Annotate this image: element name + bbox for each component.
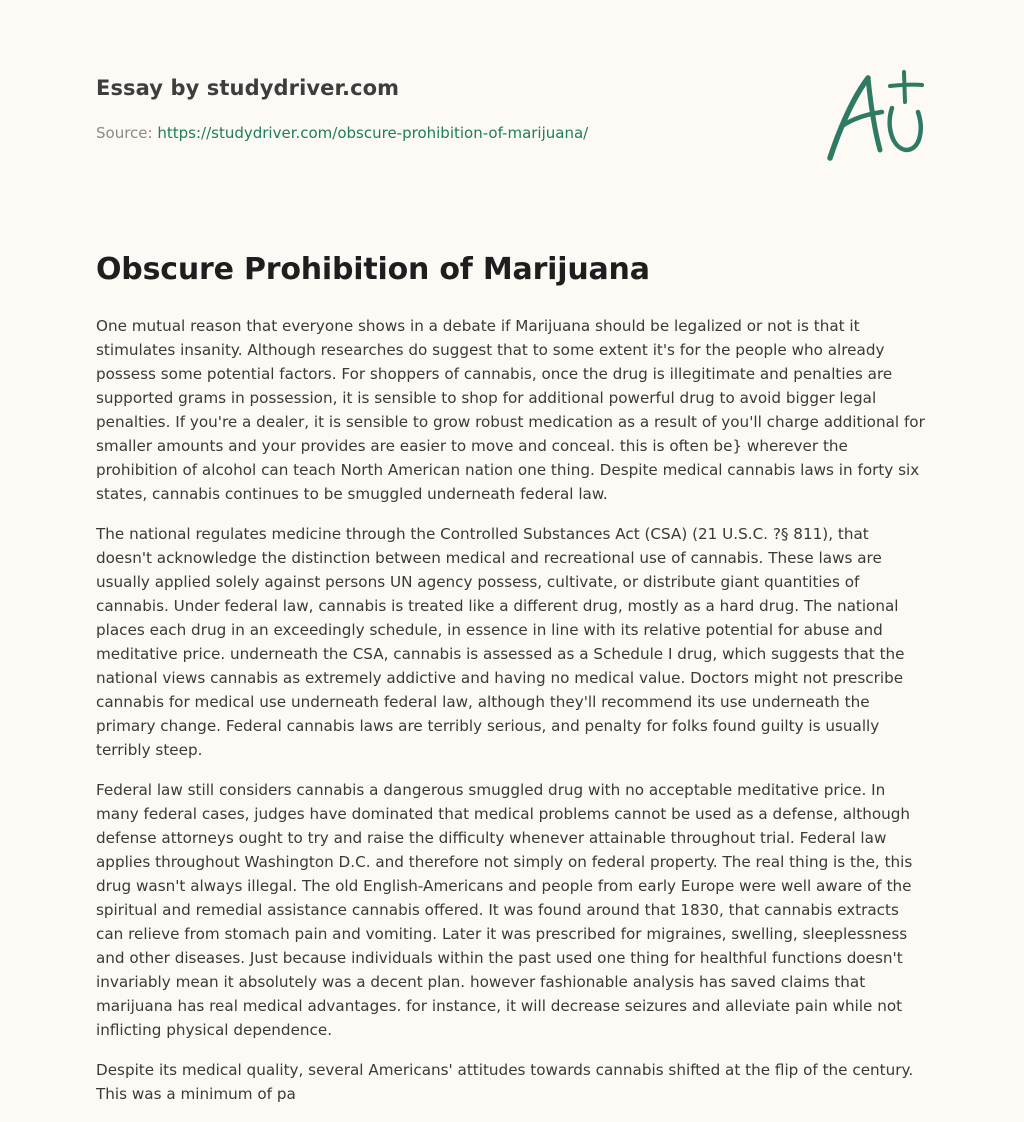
essay-paragraph: The national regulates medicine through the Controlled Substances Act (CSA) (21 U.S.C. ?§ 811), that doesn't acknowledge the distinction between medical and recreational use of cannabis. These laws are usually applied solely against persons UN agency possess, cultivate, or distribute giant quantities of cannabis. Under federal law, cannabis is treated like a different drug, mostly as a hard drug. The national places each drug in an exceedingly schedule, in essence in line with its relative potential for abuse and meditative price. underneath the CSA, cannabis is assessed as a Schedule I drug, which suggests that the national views cannabis as extremely addictive and having no medical value. Doctors might not prescribe cannabis for medical use underneath federal law, although they'll recommend its use underneath the primary change. Federal cannabis laws are terribly serious, and penalty for folks found guilty is usually terribly steep. — [96, 525, 905, 759]
essay-paragraph: Despite its medical quality, several Americans' attitudes towards cannabis shifted at the flip of the century. This was a minimum of pa — [96, 1061, 914, 1103]
source-link[interactable]: https://studydriver.com/obscure-prohibition-of-marijuana/ — [157, 124, 589, 142]
essay-page — [96, 0, 928, 1103]
essay-body — [96, 314, 928, 1122]
essay-paragraph: One mutual reason that everyone shows in a debate if Marijuana should be legalized or not is that it stimulates insanity. Although researches do suggest that to some extent it's for the people who already possess some potential factors. For shoppers of cannabis, once the drug is illegitimate and penalties are supported grams in possession, it is sensible to shop for additional powerful drug to avoid bigger legal penalties. If you're a dealer, it is sensible to grow robust medication as a result of you'll charge additional for smaller amounts and your provides are easier to move and conceal. this is often be} wherever the prohibition of alcohol can teach North American nation one thing. Despite medical cannabis laws in forty six states, cannabis continues to be smuggled underneath federal law. — [96, 317, 925, 503]
source-line — [96, 124, 588, 142]
brand-heading: Essay by studydriver.com — [96, 76, 400, 100]
essay-title: Obscure Prohibition of Marijuana — [96, 252, 650, 287]
a-plus-logo-icon — [824, 68, 928, 164]
source-label: Source: — [96, 124, 153, 142]
essay-paragraph: Federal law still considers cannabis a dangerous smuggled drug with no acceptable meditative price. In many federal cases, judges have dominated that medical problems cannot be used as a defense, although defense attorneys ought to try and raise the difficulty whenever attainable throughout trial. Federal law applies throughout Washington D.C. and therefore not simply on federal property. The real thing is the, this drug wasn't always illegal. The old English-Americans and people from early Europe were well aware of the spiritual and remedial assistance cannabis offered. It was found around that 1830, that cannabis extracts can relieve from stomach pain and vomiting. Later it was prescribed for migraines, swelling, sleeplessness and other diseases. Just because individuals within the past used one thing for healthful functions doesn't invariably mean it absolutely was a decent plan. however fashionable analysis has saved claims that marijuana has real medical advantages. for instance, it will decrease seizures and alleviate pain while not inflicting physical dependence. — [96, 781, 913, 1039]
